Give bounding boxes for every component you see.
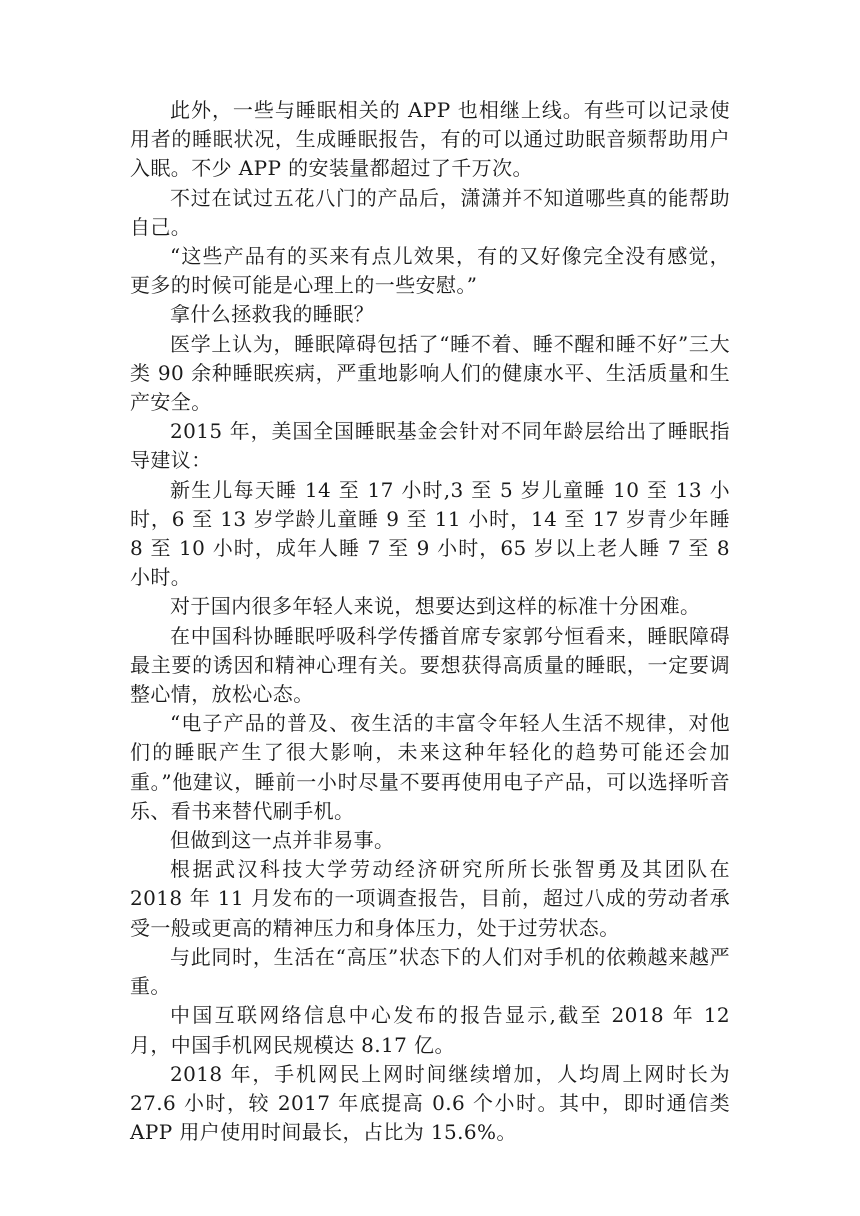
paragraph-14: 中国互联网络信息中心发布的报告显示,截至 2018 年 12 月，中国手机网民规模达 8.17 亿。: [130, 1003, 730, 1057]
paragraph-11: 但做到这一点并非易事。: [170, 828, 395, 853]
paragraph-12: 根据武汉科技大学劳动经济研究所所长张智勇及其团队在 2018 年 11 月发布的一项调查报告，目前，超过八成的劳动者承受一般或更高的精神压力和身体压力，处于过劳状态。: [130, 857, 730, 940]
paragraph-8: 对于国内很多年轻人来说，想要达到这样的标准十分困难。: [170, 594, 701, 619]
paragraph-10: “电子产品的普及、夜生活的丰富令年轻人生活不规律，对他们的睡眠产生了很大影响，未来这种年轻化的趋势可能还会加重。”他建议，睡前一小时尽量不要再使用电子产品，可以选择听音乐、看书来替代刷手机。: [130, 711, 730, 823]
paragraph-7: 新生儿每天睡 14 至 17 小时,3 至 5 岁儿童睡 10 至 13 小时，6 至 13 岁学龄儿童睡 9 至 11 小时，14 至 17 岁青少年睡 8 至 10 小时，成年人睡 7 至 9 小时，65 岁以上老人睡 7 至 8 小时。: [130, 477, 730, 590]
paragraph-2: 不过在试过五花八门的产品后，潇潇并不知道哪些真的能帮助自己。: [130, 185, 730, 239]
paragraph-5: 医学上认为，睡眠障碍包括了“睡不着、睡不醒和睡不好”三大类 90 余种睡眠疾病，严重地影响人们的健康水平、生活质量和生产安全。: [130, 331, 730, 415]
paragraph-9: 在中国科协睡眠呼吸科学传播首席专家郭兮恒看来，睡眠障碍最主要的诱因和精神心理有关。要想获得高质量的睡眠，一定要调整心情，放松心态。: [130, 623, 730, 707]
paragraph-13: 与此同时，生活在“高压”状态下的人们对手机的依赖越来越严重。: [130, 944, 730, 999]
paragraph-4: 拿什么拯救我的睡眠？: [170, 302, 374, 327]
paragraph-3: “这些产品有的买来有点儿效果，有的又好像完全没有感觉，更多的时候可能是心理上的一些安慰。”: [130, 244, 730, 298]
article-body: [130, 96, 730, 1147]
paragraph-15: 2018 年，手机网民上网时间继续增加，人均周上网时长为 27.6 小时，较 2017 年底提高 0.6 个小时。其中，即时通信类 APP 用户使用时间最长，占比为 15.6%。: [130, 1061, 730, 1145]
paragraph-1: 此外，一些与睡眠相关的 APP 也相继上线。有些可以记录使用者的睡眠状况，生成睡眠报告，有的可以通过助眠音频帮助用户入眠。不少 APP 的安装量都超过了千万次。: [130, 98, 730, 181]
paragraph-6: 2015 年，美国全国睡眠基金会针对不同年龄层给出了睡眠指导建议：: [130, 419, 730, 473]
